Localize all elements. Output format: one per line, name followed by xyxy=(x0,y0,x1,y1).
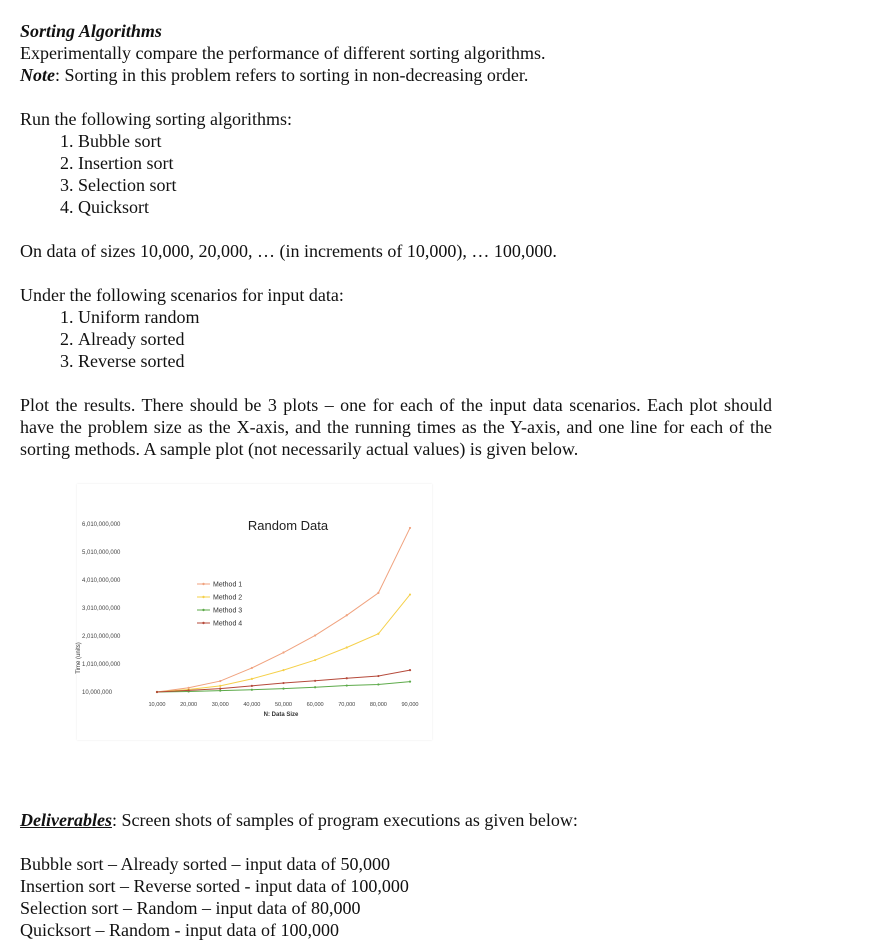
data-point xyxy=(219,685,221,687)
data-point xyxy=(409,681,411,683)
data-point xyxy=(346,614,348,616)
x-tick-label: 20,000 xyxy=(180,702,198,708)
data-point xyxy=(377,675,379,677)
y-axis-label: Time (units) xyxy=(76,642,82,674)
deliverables-label: Deliverables xyxy=(20,810,112,830)
algorithms-lead: Run the following sorting algorithms: xyxy=(20,109,292,129)
x-tick-label: 90,000 xyxy=(401,702,419,708)
series-line xyxy=(157,528,410,692)
data-point xyxy=(409,669,411,671)
legend-marker xyxy=(202,609,204,611)
legend-label: Method 1 xyxy=(213,581,243,589)
algorithm-item: 1. Bubble sort xyxy=(78,130,860,152)
y-tick-label: 5,010,000,000 xyxy=(82,550,121,556)
y-tick-label: 2,010,000,000 xyxy=(82,634,121,640)
scenario-item: 2. Already sorted xyxy=(78,328,860,350)
data-point xyxy=(377,683,379,685)
deliverables-section xyxy=(20,809,860,941)
data-point xyxy=(282,651,284,653)
deliverable-samples xyxy=(20,853,860,941)
legend-marker xyxy=(202,622,204,624)
plot-instructions: Plot the results. There should be 3 plots – one for each of the input data scenarios. Each plot should have the problem size as the X-axis, and the running times as the Y-axis, and one line for each of the sorting methods. A sample plot (not necessarily actual values) is given below. xyxy=(20,395,772,459)
x-tick-label: 70,000 xyxy=(338,702,356,708)
intro-text: Experimentally compare the performance of different sorting algorithms. xyxy=(20,43,546,63)
algorithms-list xyxy=(20,130,860,218)
scenario-item: 3. Reverse sorted xyxy=(78,350,860,372)
scenario-item: 1. Uniform random xyxy=(78,306,860,328)
legend-marker xyxy=(202,583,204,585)
legend-label: Method 3 xyxy=(213,607,243,615)
scenarios-list xyxy=(20,306,860,372)
data-point xyxy=(251,689,253,691)
deliverable-sample: Insertion sort – Reverse sorted - input data of 100,000 xyxy=(20,876,409,896)
x-axis-label: N: Data Size xyxy=(263,712,299,718)
scenarios-lead: Under the following scenarios for input data: xyxy=(20,285,344,305)
data-point xyxy=(346,646,348,648)
deliverables-text: : Screen shots of samples of program executions as given below: xyxy=(111,810,578,830)
data-point xyxy=(314,686,316,688)
data-point xyxy=(188,689,190,691)
data-point xyxy=(346,684,348,686)
data-point xyxy=(282,688,284,690)
data-point xyxy=(314,634,316,636)
x-tick-label: 80,000 xyxy=(369,702,387,708)
sizes-text: On data of sizes 10,000, 20,000, … (in increments of 10,000), … 100,000. xyxy=(20,241,557,261)
x-tick-label: 50,000 xyxy=(274,702,293,708)
data-point xyxy=(156,691,158,693)
x-tick-label: 60,000 xyxy=(306,702,324,708)
deliverable-sample: Bubble sort – Already sorted – input data of 50,000 xyxy=(20,854,390,874)
series-line xyxy=(157,595,410,692)
data-point xyxy=(377,633,379,635)
data-point xyxy=(314,659,316,661)
series-lines xyxy=(156,527,411,693)
data-point xyxy=(251,678,253,680)
x-tick-label: 40,000 xyxy=(243,702,261,708)
data-point xyxy=(282,669,284,671)
section-title: Sorting Algorithms xyxy=(20,21,162,41)
note-label: Note xyxy=(20,65,55,85)
y-tick-label: 1,010,000,000 xyxy=(82,662,121,668)
data-point xyxy=(251,685,253,687)
algorithm-item: 4. Quicksort xyxy=(78,196,860,218)
data-point xyxy=(219,690,221,692)
data-point xyxy=(219,680,221,682)
note-line xyxy=(20,64,860,86)
chart-svg xyxy=(77,484,432,740)
x-axis-ticks xyxy=(148,702,418,708)
y-tick-label: 4,010,000,000 xyxy=(82,578,121,584)
algorithm-item: 2. Insertion sort xyxy=(78,152,860,174)
legend-label: Method 2 xyxy=(213,594,243,602)
data-point xyxy=(377,592,379,594)
data-point xyxy=(282,682,284,684)
legend-label: Method 4 xyxy=(213,620,243,628)
data-point xyxy=(409,593,411,595)
chart-legend xyxy=(197,582,242,628)
deliverables-line xyxy=(20,809,860,831)
chart-title: Random Data xyxy=(247,518,329,533)
deliverable-sample: Quicksort – Random - input data of 100,000 xyxy=(20,920,339,940)
assignment-page xyxy=(20,20,860,460)
y-tick-label: 6,010,000,000 xyxy=(82,522,121,528)
data-point xyxy=(409,527,411,529)
deliverable-sample: Selection sort – Random – input data of 80,000 xyxy=(20,898,361,918)
x-tick-label: 10,000 xyxy=(148,702,166,708)
note-text: : Sorting in this problem refers to sorting in non-decreasing order. xyxy=(55,65,529,85)
legend-marker xyxy=(202,596,204,598)
y-tick-label: 3,010,000,000 xyxy=(82,606,121,612)
y-axis-ticks xyxy=(82,522,121,696)
algorithm-item: 3. Selection sort xyxy=(78,174,860,196)
y-tick-label: 10,000,000 xyxy=(82,690,113,696)
data-point xyxy=(314,680,316,682)
sample-chart xyxy=(77,484,432,740)
data-point xyxy=(219,688,221,690)
data-point xyxy=(346,677,348,679)
x-tick-label: 30,000 xyxy=(211,702,229,708)
data-point xyxy=(251,667,253,669)
